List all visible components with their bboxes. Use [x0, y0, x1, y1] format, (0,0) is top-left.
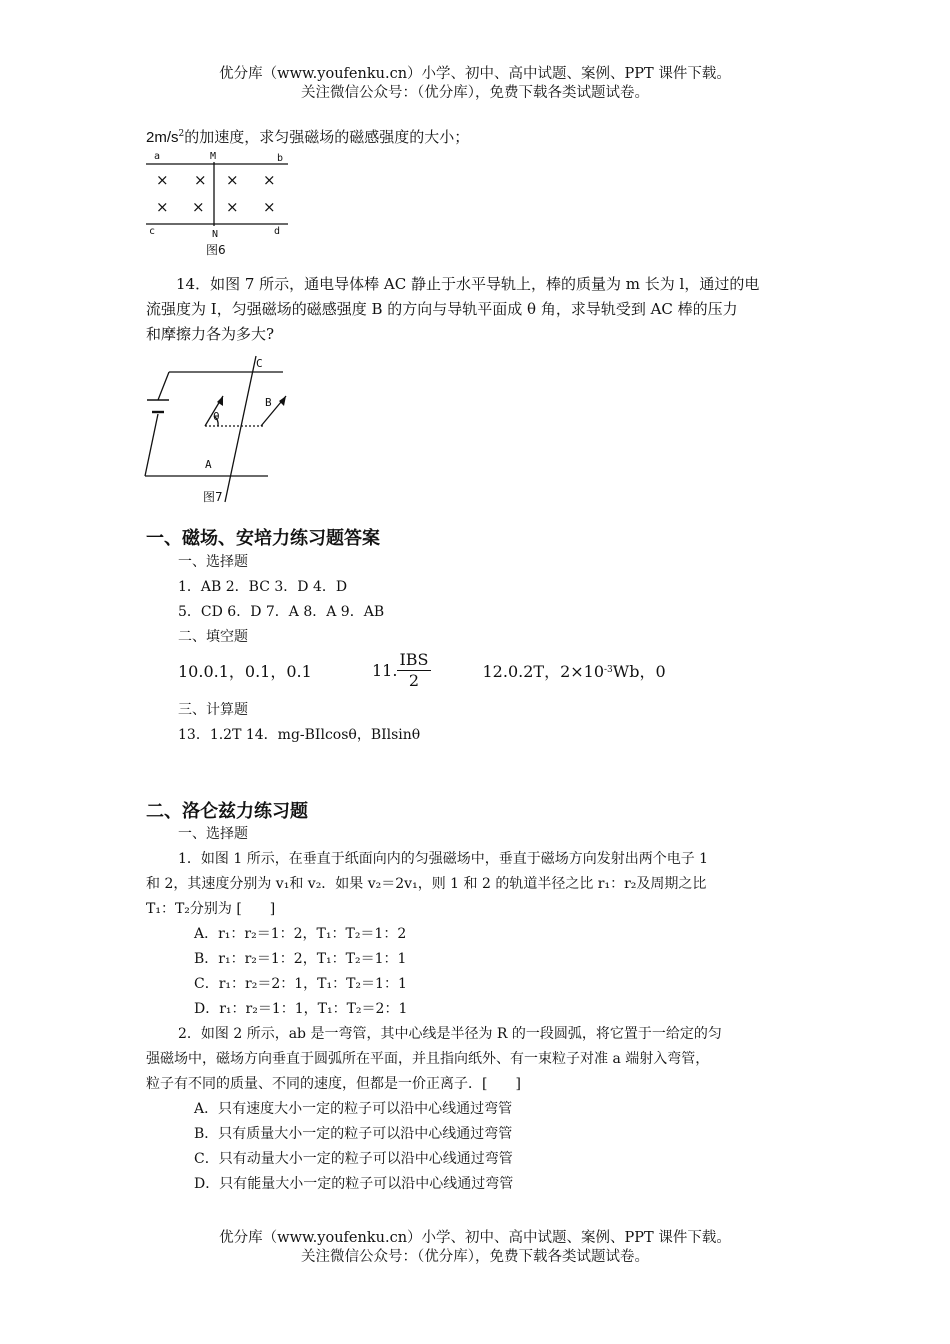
page-footer — [0, 1229, 950, 1267]
question-13-text: 的加速度，求匀强磁场的磁感强度的大小； — [184, 128, 470, 146]
arrowhead — [279, 396, 286, 406]
label-a: a — [154, 151, 161, 162]
lorentz-q2-option: A．只有速度大小一定的粒子可以沿中心线通过弯管 — [194, 1101, 513, 1117]
footer-line-1: 优分库（www.youfenku.cn）小学、初中、高中试题、案例、PPT 课件下载。 — [219, 1230, 731, 1246]
question-14 — [146, 272, 826, 347]
answer-11-fraction — [397, 650, 430, 691]
lorentz-q2-option: C．只有动量大小一定的粒子可以沿中心线通过弯管 — [194, 1151, 513, 1167]
answer-12-prefix: 12.0.2T，2×10 — [482, 661, 605, 681]
label-B: B — [265, 396, 272, 409]
lorentz-q1-line-3: T₁：T₂分别为 [ ] — [146, 901, 276, 917]
lorentz-q2-line-1: 2．如图 2 所示，ab 是一弯管，其中心线是半径为 R 的一段圆弧，将它置于一给定的匀 — [178, 1026, 722, 1042]
question-14-line-1: 14．如图 7 所示，通电导体棒 AC 静止于水平导轨上，棒的质量为 m 长为 l，通过的电 — [176, 275, 760, 293]
page-header — [0, 65, 950, 103]
answers-body — [178, 550, 384, 650]
question-14-line-2: 流强度为 I，匀强磁场的磁感强度 B 的方向与导轨平面成 θ 角，求导轨受到 AC 棒的压力 — [146, 300, 738, 318]
field-cross: × — [194, 171, 207, 189]
lorentz-body — [146, 822, 826, 1197]
label-theta: θ — [213, 410, 220, 423]
label-c: c — [149, 226, 156, 237]
lorentz-q1-option: C．r₁：r₂＝2：1，T₁：T₂＝1：1 — [194, 976, 407, 992]
field-cross: × — [226, 171, 239, 189]
answer-11-numerator: IBS — [399, 649, 429, 669]
lorentz-q2-line-2: 强磁场中，磁场方向垂直于圆弧所在平面，并且指向纸外、有一束粒子对准 a 端射入弯管， — [146, 1051, 710, 1067]
answers-row-3: 13．1.2T 14．mg-BIlcosθ，BIlsinθ — [178, 727, 421, 743]
figure-6 — [146, 148, 296, 260]
field-cross: × — [263, 171, 276, 189]
question-14-line-3: 和摩擦力各为多大? — [146, 325, 275, 343]
answer-10: 10.0.1，0.1，0.1 — [178, 661, 312, 681]
field-cross: × — [156, 198, 169, 216]
question-13-tail — [146, 122, 469, 150]
answers-row-1: 1．AB 2．BC 3．D 4．D — [178, 579, 348, 595]
wire — [145, 414, 158, 476]
field-cross: × — [156, 171, 169, 189]
label-b: b — [277, 153, 284, 164]
answers-sec-choice: 一、选择题 — [178, 554, 248, 570]
footer-line-2: 关注微信公众号：（优分库），免费下载各类试题试卷。 — [301, 1249, 649, 1265]
answers-row-2: 5．CD 6．D 7．A 8．A 9．AB — [178, 604, 385, 620]
answer-12-suffix: Wb，0 — [612, 661, 666, 681]
label-d: d — [274, 226, 281, 237]
lorentz-q2-option: B．只有质量大小一定的粒子可以沿中心线通过弯管 — [194, 1126, 513, 1142]
answers-calc — [178, 698, 420, 748]
lorentz-title: 二、洛仑兹力练习题 — [146, 801, 308, 822]
answer-12-exponent: -3 — [604, 665, 613, 675]
lorentz-sec-choice: 一、选择题 — [178, 826, 248, 842]
figure-7 — [143, 354, 303, 506]
header-line-2: 关注微信公众号：（优分库），免费下载各类试题试卷。 — [301, 85, 649, 101]
lorentz-q2-option: D．只有能量大小一定的粒子可以沿中心线通过弯管 — [194, 1176, 514, 1192]
conductor-AC — [225, 356, 256, 502]
label-M: M — [210, 151, 217, 162]
label-A: A — [205, 458, 212, 471]
wire — [158, 372, 169, 400]
field-cross: × — [226, 198, 239, 216]
acceleration-exponent: 2 — [178, 129, 185, 139]
lorentz-q1-line-1: 1．如图 1 所示，在垂直于纸面向内的匀强磁场中，垂直于磁场方向发射出两个电子 1 — [178, 851, 709, 867]
answer-11-prefix: 11. — [372, 660, 398, 680]
figure-7-caption: 图7 — [203, 490, 223, 504]
field-cross: × — [192, 198, 205, 216]
field-cross: × — [263, 198, 276, 216]
acceleration-value: 2m/s — [146, 129, 179, 146]
answers-fill-row — [178, 648, 666, 692]
answers-sec-calc: 三、计算题 — [178, 702, 248, 718]
header-line-1: 优分库（www.youfenku.cn）小学、初中、高中试题、案例、PPT 课件下载。 — [219, 66, 731, 82]
lorentz-q2-line-3: 粒子有不同的质量、不同的速度，但都是一价正离子．[ ] — [146, 1076, 521, 1092]
answer-11-denominator: 2 — [408, 670, 420, 690]
lorentz-q1-option: B．r₁：r₂＝1：2，T₁：T₂＝1：1 — [194, 951, 407, 967]
lorentz-q1-option: D．r₁：r₂＝1：1，T₁：T₂＝2：1 — [194, 1001, 408, 1017]
lorentz-q1-option: A．r₁：r₂＝1：2，T₁：T₂＝1：2 — [194, 926, 407, 942]
answers-title: 一、磁场、安培力练习题答案 — [146, 528, 380, 549]
label-C: C — [256, 357, 263, 370]
answers-sec-fill: 二、填空题 — [178, 629, 248, 645]
label-N: N — [212, 229, 219, 240]
figure-6-caption: 图6 — [206, 243, 226, 257]
lorentz-q1-line-2: 和 2，其速度分别为 v₁和 v₂．如果 v₂＝2v₁，则 1 和 2 的轨道半径之比 r₁：r₂及周期之比 — [146, 876, 707, 892]
